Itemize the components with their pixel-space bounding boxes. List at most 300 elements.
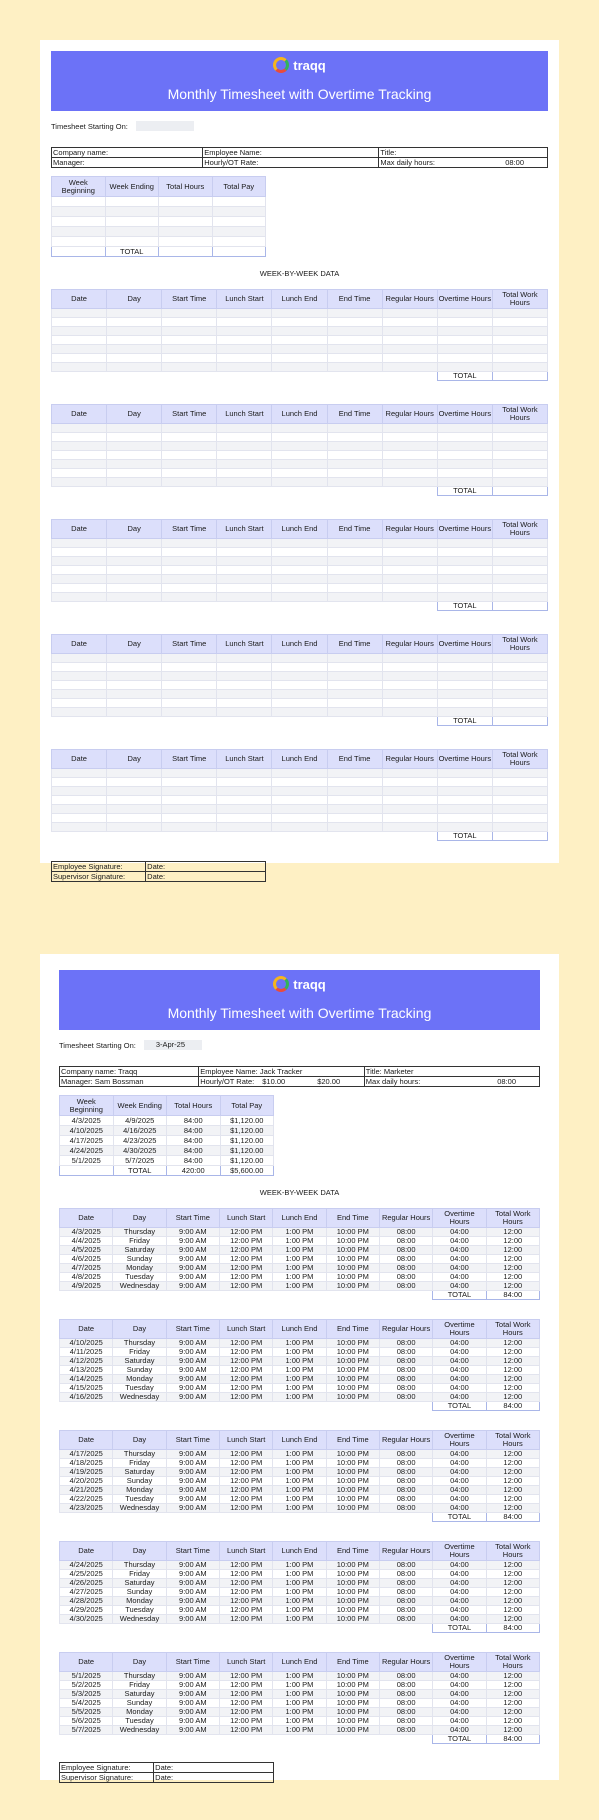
weekly-cell[interactable]: 12:00 xyxy=(486,1384,539,1393)
weekly-cell[interactable] xyxy=(272,363,327,372)
weekly-cell[interactable]: 12:00 PM xyxy=(219,1579,272,1588)
weekly-cell[interactable]: 12:00 PM xyxy=(219,1384,272,1393)
weekly-cell[interactable] xyxy=(492,557,547,566)
weekly-cell[interactable] xyxy=(217,363,272,372)
weekly-cell[interactable] xyxy=(107,451,162,460)
weekly-cell[interactable]: 4/18/2025 xyxy=(60,1459,113,1468)
weekly-cell[interactable]: 08:00 xyxy=(379,1237,432,1246)
job-title-field[interactable]: Title: Marketer xyxy=(364,1067,539,1077)
weekly-cell[interactable]: 1:00 PM xyxy=(273,1459,326,1468)
weekly-cell[interactable] xyxy=(327,672,382,681)
weekly-cell[interactable] xyxy=(492,433,547,442)
weekly-cell[interactable] xyxy=(437,433,492,442)
weekly-cell[interactable]: 5/7/2025 xyxy=(60,1726,113,1735)
weekly-cell[interactable]: 08:00 xyxy=(379,1357,432,1366)
manager-field[interactable]: Manager: Sam Bossman xyxy=(60,1077,199,1087)
weekly-cell[interactable] xyxy=(492,654,547,663)
weekly-cell[interactable]: 9:00 AM xyxy=(166,1477,219,1486)
weekly-cell[interactable]: 12:00 PM xyxy=(219,1246,272,1255)
weekly-cell[interactable]: 04:00 xyxy=(433,1717,486,1726)
weekly-cell[interactable]: 12:00 PM xyxy=(219,1393,272,1402)
weekly-cell[interactable]: 04:00 xyxy=(433,1579,486,1588)
weekly-cell[interactable]: 9:00 AM xyxy=(166,1606,219,1615)
weekly-cell[interactable]: Wednesday xyxy=(113,1504,166,1513)
weekly-cell[interactable] xyxy=(437,699,492,708)
weekly-cell[interactable]: 04:00 xyxy=(433,1255,486,1264)
weekly-cell[interactable] xyxy=(382,805,437,814)
weekly-cell[interactable]: 12:00 xyxy=(486,1699,539,1708)
weekly-cell[interactable] xyxy=(107,699,162,708)
weekly-cell[interactable] xyxy=(217,539,272,548)
weekly-cell[interactable]: 10:00 PM xyxy=(326,1477,379,1486)
weekly-cell[interactable] xyxy=(327,654,382,663)
weekly-cell[interactable]: 10:00 PM xyxy=(326,1450,379,1459)
weekly-cell[interactable]: 08:00 xyxy=(379,1246,432,1255)
weekly-cell[interactable] xyxy=(327,539,382,548)
weekly-cell[interactable] xyxy=(217,327,272,336)
summary-cell[interactable] xyxy=(105,217,159,227)
weekly-cell[interactable] xyxy=(382,460,437,469)
weekly-cell[interactable] xyxy=(272,318,327,327)
weekly-cell[interactable]: Sunday xyxy=(113,1366,166,1375)
weekly-cell[interactable]: 12:00 xyxy=(486,1672,539,1681)
weekly-cell[interactable] xyxy=(492,814,547,823)
weekly-cell[interactable] xyxy=(492,778,547,787)
weekly-cell[interactable]: 04:00 xyxy=(433,1468,486,1477)
summary-cell[interactable]: 84:00 xyxy=(167,1146,221,1156)
manager-field[interactable]: Manager: xyxy=(52,158,203,168)
weekly-cell[interactable]: 12:00 xyxy=(486,1681,539,1690)
weekly-cell[interactable]: Tuesday xyxy=(113,1717,166,1726)
summary-cell[interactable] xyxy=(159,217,213,227)
weekly-cell[interactable]: 1:00 PM xyxy=(273,1357,326,1366)
weekly-cell[interactable] xyxy=(107,654,162,663)
weekly-cell[interactable]: 08:00 xyxy=(379,1228,432,1237)
weekly-cell[interactable] xyxy=(107,681,162,690)
weekly-cell[interactable] xyxy=(437,548,492,557)
weekly-cell[interactable] xyxy=(272,681,327,690)
weekly-cell[interactable]: 04:00 xyxy=(433,1504,486,1513)
weekly-cell[interactable]: 4/6/2025 xyxy=(60,1255,113,1264)
weekly-cell[interactable]: 08:00 xyxy=(379,1504,432,1513)
weekly-cell[interactable] xyxy=(382,451,437,460)
weekly-cell[interactable]: 4/8/2025 xyxy=(60,1273,113,1282)
weekly-cell[interactable]: 10:00 PM xyxy=(326,1357,379,1366)
weekly-cell[interactable]: 9:00 AM xyxy=(166,1264,219,1273)
weekly-cell[interactable] xyxy=(492,442,547,451)
weekly-cell[interactable] xyxy=(382,557,437,566)
weekly-cell[interactable]: 08:00 xyxy=(379,1477,432,1486)
weekly-cell[interactable] xyxy=(492,575,547,584)
weekly-cell[interactable] xyxy=(162,575,217,584)
weekly-cell[interactable]: 12:00 PM xyxy=(219,1504,272,1513)
weekly-cell[interactable] xyxy=(437,539,492,548)
weekly-cell[interactable] xyxy=(492,539,547,548)
weekly-cell[interactable] xyxy=(382,814,437,823)
weekly-cell[interactable] xyxy=(492,327,547,336)
weekly-cell[interactable] xyxy=(52,460,107,469)
weekly-cell[interactable] xyxy=(217,778,272,787)
weekly-cell[interactable]: 12:00 PM xyxy=(219,1570,272,1579)
weekly-cell[interactable]: 04:00 xyxy=(433,1228,486,1237)
weekly-cell[interactable] xyxy=(162,663,217,672)
company-field[interactable]: Company name: Traqq xyxy=(60,1067,199,1077)
summary-cell[interactable] xyxy=(212,197,266,207)
weekly-cell[interactable]: 08:00 xyxy=(379,1282,432,1291)
weekly-cell[interactable] xyxy=(217,823,272,832)
weekly-cell[interactable] xyxy=(492,309,547,318)
weekly-cell[interactable] xyxy=(327,433,382,442)
weekly-cell[interactable]: 08:00 xyxy=(379,1606,432,1615)
summary-cell[interactable]: 4/23/2025 xyxy=(113,1136,167,1146)
weekly-cell[interactable]: Friday xyxy=(113,1348,166,1357)
weekly-cell[interactable] xyxy=(52,424,107,433)
summary-cell[interactable]: 4/10/2025 xyxy=(60,1126,114,1136)
weekly-cell[interactable] xyxy=(437,566,492,575)
weekly-cell[interactable] xyxy=(492,823,547,832)
weekly-cell[interactable]: 12:00 PM xyxy=(219,1561,272,1570)
weekly-cell[interactable]: 1:00 PM xyxy=(273,1690,326,1699)
weekly-cell[interactable]: 1:00 PM xyxy=(273,1561,326,1570)
rate-field[interactable]: Hourly/OT Rate: xyxy=(203,158,379,168)
weekly-cell[interactable] xyxy=(327,309,382,318)
weekly-cell[interactable] xyxy=(52,823,107,832)
weekly-cell[interactable] xyxy=(327,336,382,345)
summary-cell[interactable] xyxy=(105,227,159,237)
weekly-cell[interactable] xyxy=(327,363,382,372)
weekly-cell[interactable]: 08:00 xyxy=(379,1459,432,1468)
weekly-cell[interactable]: 4/10/2025 xyxy=(60,1339,113,1348)
weekly-cell[interactable] xyxy=(217,690,272,699)
weekly-cell[interactable]: 1:00 PM xyxy=(273,1597,326,1606)
weekly-cell[interactable] xyxy=(217,699,272,708)
weekly-cell[interactable]: 12:00 PM xyxy=(219,1672,272,1681)
weekly-cell[interactable] xyxy=(217,433,272,442)
rate-field[interactable]: Hourly/OT Rate: $10.00 $20.00 xyxy=(199,1077,365,1087)
weekly-cell[interactable]: 12:00 xyxy=(486,1561,539,1570)
weekly-cell[interactable] xyxy=(437,663,492,672)
weekly-cell[interactable] xyxy=(327,823,382,832)
weekly-cell[interactable] xyxy=(382,708,437,717)
weekly-cell[interactable]: Tuesday xyxy=(113,1384,166,1393)
weekly-cell[interactable]: 10:00 PM xyxy=(326,1726,379,1735)
weekly-cell[interactable] xyxy=(272,787,327,796)
weekly-cell[interactable]: Thursday xyxy=(113,1561,166,1570)
weekly-cell[interactable]: 9:00 AM xyxy=(166,1237,219,1246)
weekly-cell[interactable]: 9:00 AM xyxy=(166,1384,219,1393)
weekly-cell[interactable]: 9:00 AM xyxy=(166,1393,219,1402)
weekly-cell[interactable]: 4/17/2025 xyxy=(60,1450,113,1459)
weekly-cell[interactable] xyxy=(52,451,107,460)
weekly-cell[interactable]: 12:00 xyxy=(486,1708,539,1717)
weekly-cell[interactable] xyxy=(382,593,437,602)
weekly-cell[interactable]: 12:00 PM xyxy=(219,1681,272,1690)
weekly-cell[interactable] xyxy=(107,778,162,787)
weekly-cell[interactable] xyxy=(492,478,547,487)
weekly-cell[interactable] xyxy=(272,336,327,345)
weekly-cell[interactable] xyxy=(382,778,437,787)
summary-cell[interactable] xyxy=(159,227,213,237)
weekly-cell[interactable]: 12:00 PM xyxy=(219,1495,272,1504)
weekly-cell[interactable] xyxy=(492,787,547,796)
weekly-cell[interactable]: 08:00 xyxy=(379,1468,432,1477)
weekly-cell[interactable]: 9:00 AM xyxy=(166,1246,219,1255)
weekly-cell[interactable]: 12:00 xyxy=(486,1375,539,1384)
weekly-cell[interactable]: 08:00 xyxy=(379,1486,432,1495)
weekly-cell[interactable] xyxy=(107,663,162,672)
max-hours-field[interactable]: Max daily hours: 08:00 xyxy=(364,1077,539,1087)
weekly-cell[interactable]: 10:00 PM xyxy=(326,1246,379,1255)
weekly-cell[interactable]: Saturday xyxy=(113,1690,166,1699)
weekly-cell[interactable]: Saturday xyxy=(113,1468,166,1477)
weekly-cell[interactable] xyxy=(272,769,327,778)
weekly-cell[interactable] xyxy=(327,699,382,708)
weekly-cell[interactable] xyxy=(162,433,217,442)
weekly-cell[interactable]: 1:00 PM xyxy=(273,1273,326,1282)
weekly-cell[interactable] xyxy=(107,796,162,805)
summary-cell[interactable] xyxy=(52,197,106,207)
weekly-cell[interactable]: 10:00 PM xyxy=(326,1348,379,1357)
weekly-cell[interactable]: Monday xyxy=(113,1264,166,1273)
summary-cell[interactable]: $1,120.00 xyxy=(220,1136,274,1146)
weekly-cell[interactable] xyxy=(107,318,162,327)
weekly-cell[interactable] xyxy=(437,778,492,787)
weekly-cell[interactable] xyxy=(52,557,107,566)
weekly-cell[interactable]: 12:00 xyxy=(486,1606,539,1615)
weekly-cell[interactable]: Saturday xyxy=(113,1357,166,1366)
weekly-cell[interactable]: 12:00 xyxy=(486,1273,539,1282)
weekly-cell[interactable] xyxy=(492,345,547,354)
weekly-cell[interactable]: 9:00 AM xyxy=(166,1690,219,1699)
weekly-cell[interactable] xyxy=(492,690,547,699)
weekly-cell[interactable] xyxy=(382,787,437,796)
employee-name-field[interactable]: Employee Name: Jack Tracker xyxy=(199,1067,365,1077)
weekly-cell[interactable] xyxy=(327,814,382,823)
summary-cell[interactable]: 84:00 xyxy=(167,1156,221,1166)
weekly-cell[interactable]: 12:00 xyxy=(486,1570,539,1579)
weekly-cell[interactable]: Monday xyxy=(113,1597,166,1606)
weekly-cell[interactable]: 12:00 PM xyxy=(219,1357,272,1366)
summary-cell[interactable] xyxy=(105,207,159,217)
weekly-cell[interactable] xyxy=(162,318,217,327)
weekly-cell[interactable] xyxy=(52,681,107,690)
weekly-cell[interactable] xyxy=(492,363,547,372)
weekly-cell[interactable]: 10:00 PM xyxy=(326,1504,379,1513)
weekly-cell[interactable] xyxy=(437,327,492,336)
weekly-cell[interactable]: 9:00 AM xyxy=(166,1459,219,1468)
weekly-cell[interactable] xyxy=(327,548,382,557)
summary-cell[interactable] xyxy=(212,237,266,247)
weekly-cell[interactable] xyxy=(382,478,437,487)
weekly-cell[interactable]: Tuesday xyxy=(113,1273,166,1282)
weekly-cell[interactable] xyxy=(107,805,162,814)
weekly-cell[interactable] xyxy=(107,442,162,451)
weekly-cell[interactable] xyxy=(217,345,272,354)
weekly-cell[interactable] xyxy=(107,478,162,487)
weekly-cell[interactable] xyxy=(52,584,107,593)
weekly-cell[interactable]: 12:00 PM xyxy=(219,1450,272,1459)
weekly-cell[interactable]: 12:00 PM xyxy=(219,1690,272,1699)
weekly-cell[interactable] xyxy=(52,539,107,548)
weekly-cell[interactable]: 12:00 PM xyxy=(219,1237,272,1246)
weekly-cell[interactable] xyxy=(52,805,107,814)
weekly-cell[interactable] xyxy=(272,584,327,593)
weekly-cell[interactable]: 10:00 PM xyxy=(326,1228,379,1237)
weekly-cell[interactable] xyxy=(492,424,547,433)
employee-signature-field[interactable]: Employee Signature: xyxy=(52,862,146,872)
weekly-cell[interactable] xyxy=(217,451,272,460)
weekly-cell[interactable]: 9:00 AM xyxy=(166,1726,219,1735)
weekly-cell[interactable]: Monday xyxy=(113,1708,166,1717)
weekly-cell[interactable]: 12:00 PM xyxy=(219,1588,272,1597)
weekly-cell[interactable]: 10:00 PM xyxy=(326,1459,379,1468)
weekly-cell[interactable]: Thursday xyxy=(113,1339,166,1348)
summary-cell[interactable] xyxy=(52,237,106,247)
weekly-cell[interactable] xyxy=(437,469,492,478)
weekly-cell[interactable]: 12:00 xyxy=(486,1486,539,1495)
weekly-cell[interactable]: Monday xyxy=(113,1486,166,1495)
weekly-cell[interactable] xyxy=(437,336,492,345)
weekly-cell[interactable]: 1:00 PM xyxy=(273,1672,326,1681)
weekly-cell[interactable]: 04:00 xyxy=(433,1237,486,1246)
weekly-cell[interactable] xyxy=(162,442,217,451)
summary-cell[interactable]: $1,120.00 xyxy=(220,1126,274,1136)
weekly-cell[interactable]: 4/27/2025 xyxy=(60,1588,113,1597)
weekly-cell[interactable] xyxy=(272,663,327,672)
weekly-cell[interactable] xyxy=(382,469,437,478)
weekly-cell[interactable] xyxy=(272,327,327,336)
weekly-cell[interactable]: 08:00 xyxy=(379,1348,432,1357)
weekly-cell[interactable] xyxy=(107,327,162,336)
weekly-cell[interactable] xyxy=(382,769,437,778)
summary-cell[interactable] xyxy=(159,197,213,207)
weekly-cell[interactable]: 12:00 PM xyxy=(219,1273,272,1282)
weekly-cell[interactable] xyxy=(217,769,272,778)
weekly-cell[interactable]: 4/4/2025 xyxy=(60,1237,113,1246)
weekly-cell[interactable]: 4/15/2025 xyxy=(60,1384,113,1393)
weekly-cell[interactable] xyxy=(217,557,272,566)
weekly-cell[interactable]: 08:00 xyxy=(379,1726,432,1735)
weekly-cell[interactable]: 08:00 xyxy=(379,1495,432,1504)
summary-cell[interactable]: $1,120.00 xyxy=(220,1116,274,1126)
weekly-cell[interactable]: Sunday xyxy=(113,1255,166,1264)
weekly-cell[interactable]: 4/26/2025 xyxy=(60,1579,113,1588)
weekly-cell[interactable]: 12:00 PM xyxy=(219,1615,272,1624)
weekly-cell[interactable] xyxy=(272,433,327,442)
weekly-cell[interactable]: 1:00 PM xyxy=(273,1255,326,1264)
weekly-cell[interactable] xyxy=(327,681,382,690)
weekly-cell[interactable] xyxy=(327,787,382,796)
weekly-cell[interactable] xyxy=(492,354,547,363)
summary-cell[interactable]: 4/9/2025 xyxy=(113,1116,167,1126)
weekly-cell[interactable]: 04:00 xyxy=(433,1273,486,1282)
employee-name-field[interactable]: Employee Name: xyxy=(203,148,379,158)
weekly-cell[interactable] xyxy=(107,566,162,575)
weekly-cell[interactable] xyxy=(217,787,272,796)
weekly-cell[interactable] xyxy=(327,805,382,814)
weekly-cell[interactable]: 5/2/2025 xyxy=(60,1681,113,1690)
weekly-cell[interactable]: Friday xyxy=(113,1459,166,1468)
weekly-cell[interactable]: 08:00 xyxy=(379,1384,432,1393)
weekly-cell[interactable]: 10:00 PM xyxy=(326,1699,379,1708)
weekly-cell[interactable]: 9:00 AM xyxy=(166,1717,219,1726)
weekly-cell[interactable] xyxy=(327,584,382,593)
weekly-cell[interactable]: 08:00 xyxy=(379,1393,432,1402)
weekly-cell[interactable] xyxy=(492,566,547,575)
weekly-cell[interactable]: 1:00 PM xyxy=(273,1450,326,1459)
weekly-cell[interactable]: 1:00 PM xyxy=(273,1726,326,1735)
weekly-cell[interactable]: 10:00 PM xyxy=(326,1561,379,1570)
supervisor-signature-date[interactable]: Date: xyxy=(154,1773,274,1783)
weekly-cell[interactable]: Friday xyxy=(113,1237,166,1246)
weekly-cell[interactable]: 04:00 xyxy=(433,1606,486,1615)
weekly-cell[interactable]: 12:00 xyxy=(486,1690,539,1699)
weekly-cell[interactable] xyxy=(107,433,162,442)
weekly-cell[interactable] xyxy=(107,575,162,584)
weekly-cell[interactable]: 12:00 xyxy=(486,1615,539,1624)
weekly-cell[interactable]: 9:00 AM xyxy=(166,1357,219,1366)
weekly-cell[interactable] xyxy=(107,460,162,469)
weekly-cell[interactable] xyxy=(52,663,107,672)
weekly-cell[interactable]: 12:00 xyxy=(486,1504,539,1513)
weekly-cell[interactable] xyxy=(327,708,382,717)
weekly-cell[interactable]: Sunday xyxy=(113,1699,166,1708)
weekly-cell[interactable] xyxy=(52,318,107,327)
weekly-cell[interactable]: 4/28/2025 xyxy=(60,1597,113,1606)
weekly-cell[interactable] xyxy=(327,451,382,460)
weekly-cell[interactable]: 08:00 xyxy=(379,1588,432,1597)
weekly-cell[interactable] xyxy=(217,566,272,575)
weekly-cell[interactable]: 1:00 PM xyxy=(273,1339,326,1348)
weekly-cell[interactable] xyxy=(217,309,272,318)
weekly-cell[interactable]: 9:00 AM xyxy=(166,1672,219,1681)
weekly-cell[interactable]: 08:00 xyxy=(379,1264,432,1273)
weekly-cell[interactable]: 10:00 PM xyxy=(326,1597,379,1606)
weekly-cell[interactable]: 12:00 PM xyxy=(219,1255,272,1264)
weekly-cell[interactable]: 08:00 xyxy=(379,1339,432,1348)
summary-cell[interactable] xyxy=(159,237,213,247)
weekly-cell[interactable]: 12:00 PM xyxy=(219,1606,272,1615)
weekly-cell[interactable]: 04:00 xyxy=(433,1708,486,1717)
weekly-cell[interactable] xyxy=(107,672,162,681)
weekly-cell[interactable] xyxy=(162,708,217,717)
weekly-cell[interactable]: 12:00 xyxy=(486,1348,539,1357)
weekly-cell[interactable]: 12:00 xyxy=(486,1717,539,1726)
weekly-cell[interactable] xyxy=(52,548,107,557)
weekly-cell[interactable]: 12:00 xyxy=(486,1339,539,1348)
weekly-cell[interactable]: 4/23/2025 xyxy=(60,1504,113,1513)
weekly-cell[interactable]: 4/29/2025 xyxy=(60,1606,113,1615)
weekly-cell[interactable] xyxy=(272,796,327,805)
weekly-cell[interactable]: 08:00 xyxy=(379,1450,432,1459)
weekly-cell[interactable]: 12:00 PM xyxy=(219,1717,272,1726)
weekly-cell[interactable]: 08:00 xyxy=(379,1681,432,1690)
weekly-cell[interactable]: 04:00 xyxy=(433,1264,486,1273)
weekly-cell[interactable] xyxy=(162,354,217,363)
timesheet-start-input[interactable]: 3-Apr-25 xyxy=(144,1040,202,1050)
weekly-cell[interactable]: 4/14/2025 xyxy=(60,1375,113,1384)
weekly-cell[interactable]: 4/24/2025 xyxy=(60,1561,113,1570)
weekly-cell[interactable]: 04:00 xyxy=(433,1588,486,1597)
weekly-cell[interactable] xyxy=(382,699,437,708)
weekly-cell[interactable]: 10:00 PM xyxy=(326,1486,379,1495)
weekly-cell[interactable]: Thursday xyxy=(113,1450,166,1459)
weekly-cell[interactable] xyxy=(107,823,162,832)
weekly-cell[interactable] xyxy=(162,805,217,814)
weekly-cell[interactable]: 12:00 PM xyxy=(219,1375,272,1384)
weekly-cell[interactable] xyxy=(217,442,272,451)
weekly-cell[interactable] xyxy=(52,363,107,372)
